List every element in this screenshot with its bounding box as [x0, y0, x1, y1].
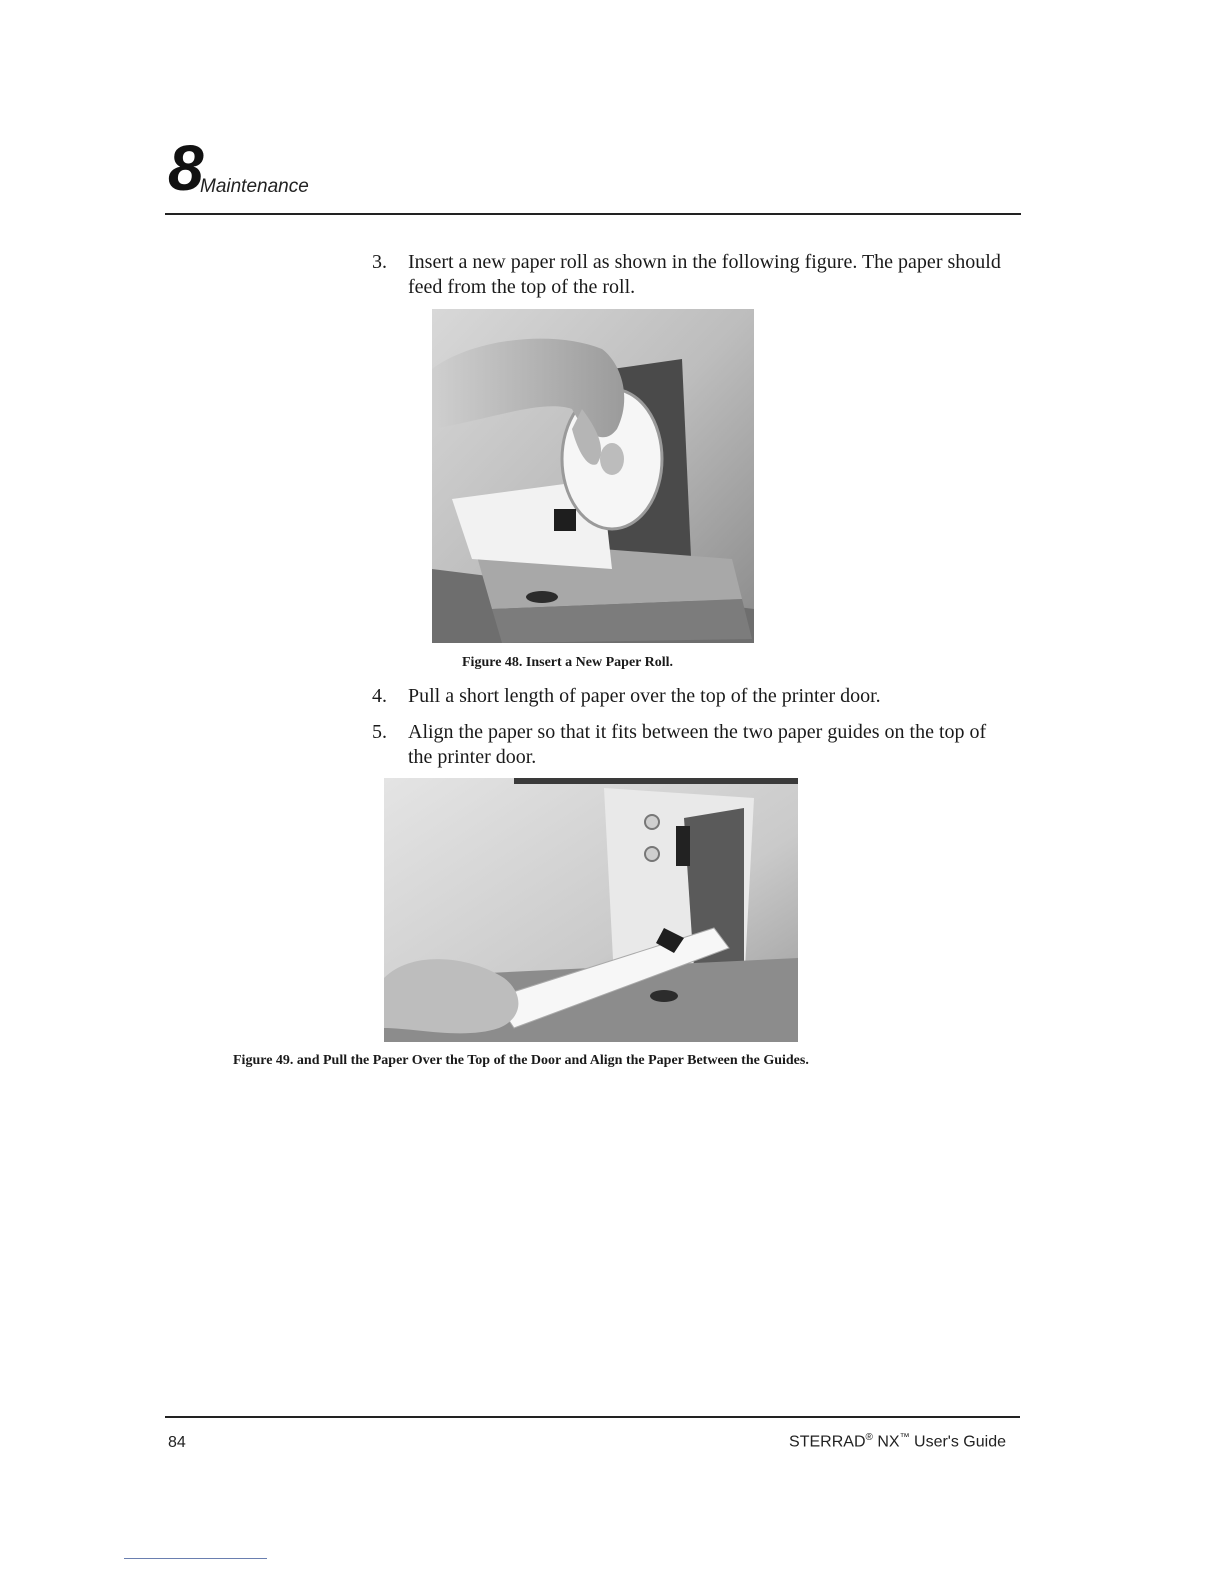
figure-49-photo: [384, 778, 798, 1042]
guide-suffix: User's Guide: [914, 1433, 1006, 1451]
registered-mark: ®: [865, 1432, 873, 1443]
step-5: [372, 720, 1012, 770]
chapter-number: 8: [168, 132, 204, 204]
step-text: Align the paper so that it fits between the two paper guides on the top of the printer door.: [408, 721, 987, 768]
figure-48-photo: [432, 309, 754, 643]
figure-48-caption: Figure 48. Insert a New Paper Roll.: [462, 655, 674, 670]
figure-49-caption: Figure 49. and Pull the Paper Over the Top of the Door and Align the Paper Between the Guides.: [233, 1053, 809, 1068]
scan-edge-mark: [124, 1558, 267, 1559]
paper-guide-photo: [384, 778, 798, 1042]
step-number: 4.: [372, 685, 387, 707]
paper-roll-photo: [432, 309, 754, 643]
step-3: [372, 250, 1012, 300]
page-number: 84: [168, 1434, 186, 1451]
step-text: Insert a new paper roll as shown in the following figure. The paper should feed from the top of the roll.: [408, 251, 1001, 298]
product-name: NX: [877, 1433, 900, 1451]
step-4: [372, 684, 1012, 709]
guide-title: [742, 1432, 1006, 1451]
chapter-title: Maintenance: [200, 176, 309, 197]
trademark-mark: ™: [899, 1432, 910, 1443]
step-number: 5.: [372, 721, 387, 743]
header-divider: [165, 213, 1021, 215]
brand-name: STERRAD: [789, 1433, 866, 1451]
footer-divider: [165, 1416, 1020, 1418]
step-number: 3.: [372, 251, 387, 273]
step-text: Pull a short length of paper over the top of the printer door.: [408, 685, 881, 707]
